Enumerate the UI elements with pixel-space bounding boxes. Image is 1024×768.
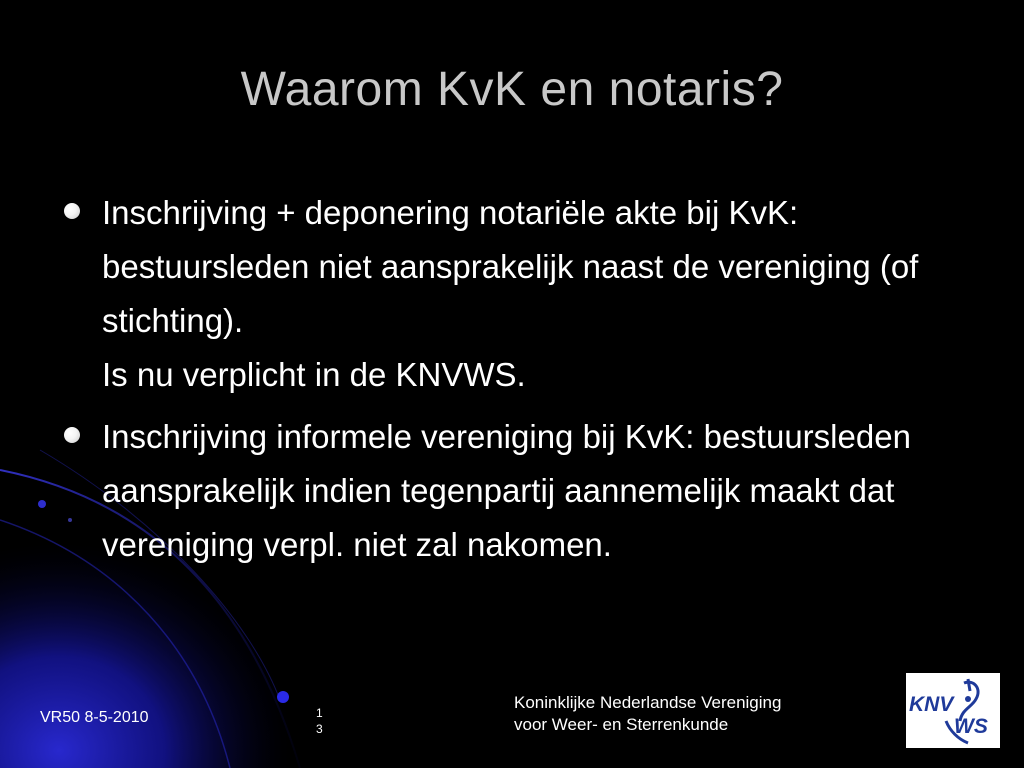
bullet-list [62,186,982,580]
bullet-item [62,410,982,572]
knvws-logo-icon [906,673,1000,748]
bullet-dot-icon [64,203,80,219]
slide-title: Waarom KvK en notaris? [240,63,784,116]
page-number: 1 3 [316,706,323,736]
footer-organization: Koninklijke Nederlandse Vereniging voor Weer- en Sterrenkunde [514,693,782,734]
bullet-item [62,186,982,402]
bullet-dot-icon [64,427,80,443]
bullet-text: Inschrijving informele vereniging bij KvK: bestuursleden aansprakelijk indien tegenpartij aannemelijk maakt dat vereniging verpl. niet zal nakomen. [102,418,911,563]
bullet-text: Inschrijving + deponering notariële akte bij KvK: bestuursleden niet aansprakelijk naast de vereniging (of stichting). Is nu verplicht in de KNVWS. [102,194,919,393]
footer-date: VR50 8-5-2010 [40,709,149,726]
svg-text:KNV: KNV [909,693,954,716]
svg-text:WS: WS [954,715,988,738]
